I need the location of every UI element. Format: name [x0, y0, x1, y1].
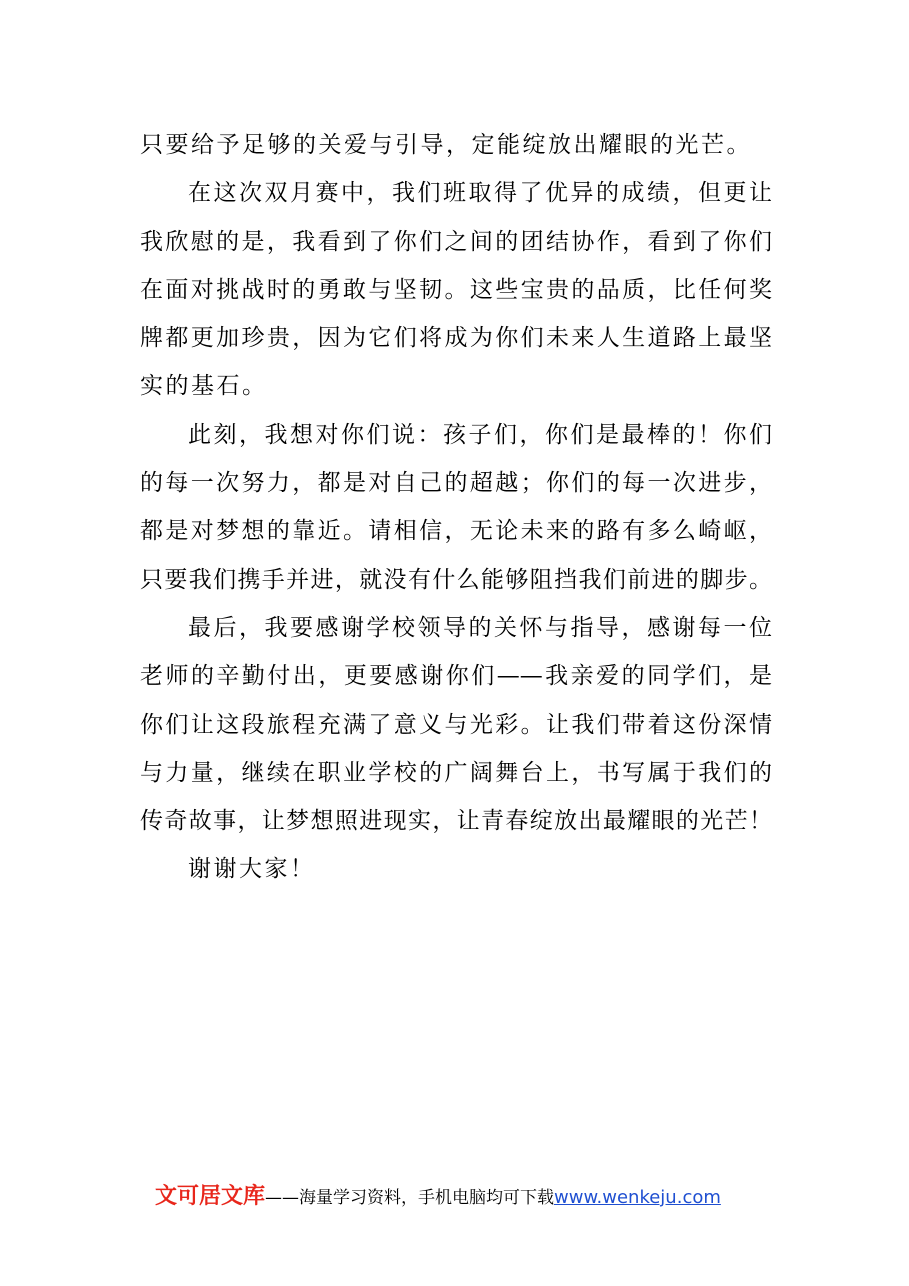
paragraph-line: 在这次双月赛中，我们班取得了优异的成绩，但更让 [188, 180, 772, 207]
website-link[interactable]: www.wenkeju.com [554, 1187, 721, 1208]
paragraph-line: 传奇故事，让梦想照进现实，让青春绽放出最耀眼的光芒！ [140, 808, 772, 835]
paragraph-line: 牌都更加珍贵，因为它们将成为你们未来人生道路上最坚 [140, 325, 772, 352]
paragraph-line: 只要我们携手并进，就没有什么能够阻挡我们前进的脚步。 [140, 566, 772, 593]
paragraph-line: 都是对梦想的靠近。请相信，无论未来的路有多么崎岖， [140, 518, 772, 545]
footer-tagline: ——海量学习资料，手机电脑均可下载 [265, 1188, 555, 1208]
paragraph-line: 与力量，继续在职业学校的广阔舞台上，书写属于我们的 [140, 759, 772, 786]
paragraph-line: 实的基石。 [140, 373, 268, 400]
paragraph-line: 只要给予足够的关爱与引导，定能绽放出耀眼的光芒。 [140, 132, 752, 158]
footer-banner [155, 1180, 721, 1214]
paragraph-line: 你们让这段旅程充满了意义与光彩。让我们带着这份深情 [140, 711, 772, 738]
paragraph-line: 我欣慰的是，我看到了你们之间的团结协作，看到了你们 [140, 228, 772, 255]
paragraph-line: 在面对挑战时的勇敢与坚韧。这些宝贵的品质，比任何奖 [140, 276, 772, 303]
brand-name: 文可居文库 [155, 1184, 266, 1209]
paragraph-line: 老师的辛勤付出，更要感谢你们——我亲爱的同学们，是 [140, 663, 772, 690]
document-body [140, 121, 772, 894]
paragraph-line: 的每一次努力，都是对自己的超越；你们的每一次进步， [140, 470, 772, 497]
closing-line: 谢谢大家！ [188, 856, 316, 883]
paragraph-line: 此刻，我想对你们说：孩子们，你们是最棒的！你们 [188, 421, 772, 448]
paragraph-line: 最后，我要感谢学校领导的关怀与指导，感谢每一位 [188, 614, 772, 641]
